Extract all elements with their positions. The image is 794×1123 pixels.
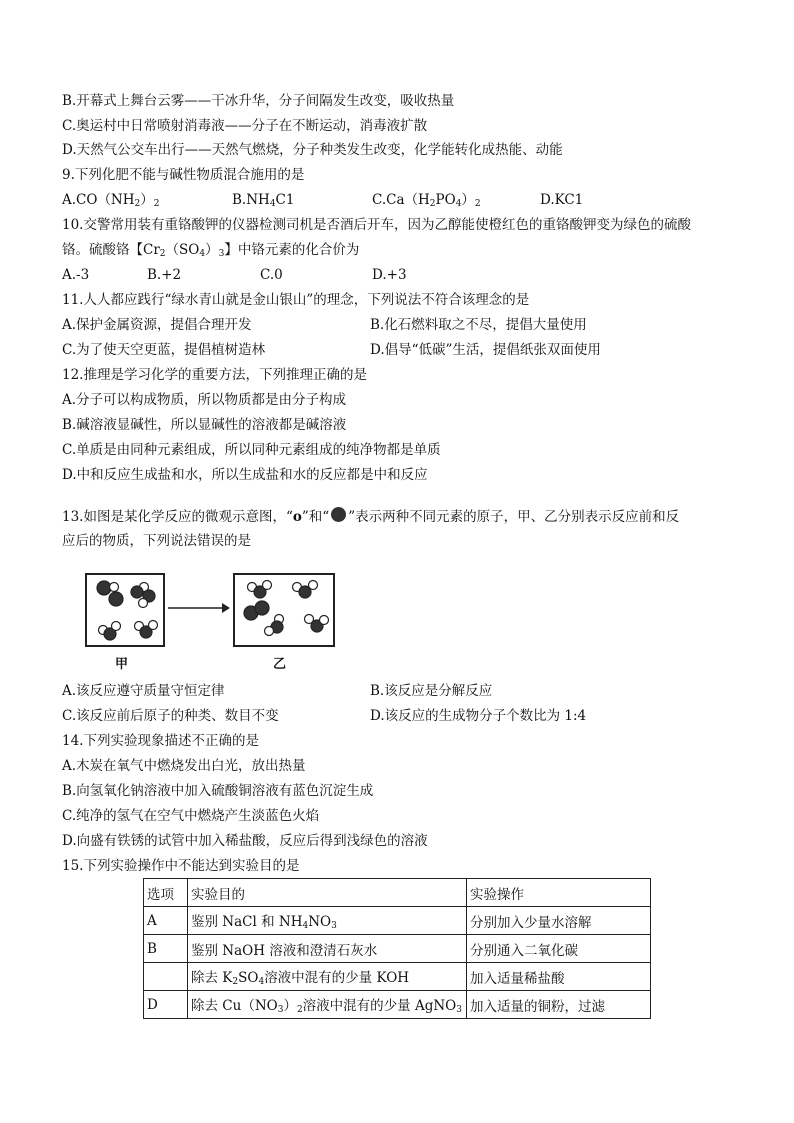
q8-option-c: C.奥运村中日常喷射消毒液——分子在不断运动，消毒液扩散 [62,118,428,134]
q11-option-c: C.为了使天空更蓝，提倡植树造林 [62,342,266,358]
q10-option-c: C.0 [260,267,283,283]
q11-option-b: B.化石燃料取之不尽，提倡大量使用 [370,317,587,333]
experiment-table [143,878,651,1019]
header-goal: 实验目的 [188,879,467,907]
q14-option-c: C.纯净的氢气在空气中燃烧产生淡蓝色火焰 [62,808,320,824]
q9-option-d: D.KC1 [540,192,584,208]
table-header-row [144,879,651,907]
row-operation: 分别通入二氧化碳 [467,935,651,963]
row-option: B [144,935,188,963]
row-goal: 鉴别 NaOH 溶液和澄清石灰水 [188,935,467,963]
row-option [144,963,188,991]
q8-option-b: B.开幕式上舞台云雾——干冰升华，分子间隔发生改变，吸收热量 [62,93,455,109]
label-yi: 乙 [273,657,287,672]
q12-option-b: B.碱溶液显碱性，所以显碱性的溶液都是碱溶液 [62,417,347,433]
table-row [144,963,651,991]
table-row [144,935,651,963]
row-operation: 加入适量的铜粉，过滤 [467,991,651,1019]
q13-option-c: C.该反应前后原子的种类、数目不变 [62,708,279,724]
row-option: A [144,907,188,935]
header-operation: 实验操作 [467,879,651,907]
q12-stem: 12.推理是学习化学的重要方法，下列推理正确的是 [62,367,367,383]
reactant-box-jia [85,573,165,647]
reactant-molecules [87,575,163,645]
header-option: 选项 [144,879,188,907]
label-jia: 甲 [115,657,129,672]
table-row [144,991,651,1019]
q11-option-d: D.倡导“低碳”生活，提倡纸张双面使用 [370,342,601,358]
row-operation: 分别加入少量水溶解 [467,907,651,935]
q11-stem: 11.人人都应践行“绿水青山就是金山银山”的理念，下列说法不符合该理念的是 [62,292,530,308]
q9-stem: 9.下列化肥不能与碱性物质混合施用的是 [62,167,305,183]
q14-option-a: A.木炭在氧气中燃烧发出白光，放出热量 [62,758,306,774]
q13-option-b: B.该反应是分解反应 [370,683,493,699]
q14-option-d: D.向盛有铁锈的试管中加入稀盐酸，反应后得到浅绿色的溶液 [62,833,428,849]
table-row [144,907,651,935]
q10-option-b: B.+2 [147,267,182,283]
q9-option-b: $B.NH_4C1$ [232,192,295,209]
row-goal: 除去 $K_2SO_4$溶液中混有的少量 KOH [188,963,467,991]
q13-option-d: D.该反应的生成物分子个数比为 1:4 [370,708,587,724]
q9-option-a: $A.CO(NH_2)_2$ [62,192,160,209]
black-atom-icon [331,507,346,522]
q9-option-c: $C.Ca(H_2PO_4)_2$ [372,192,481,209]
product-molecules [235,575,333,645]
q11-option-a: A.保护金属资源，提倡合理开发 [62,317,252,333]
q12-option-c: C.单质是由同种元素组成，所以同种元素组成的纯净物都是单质 [62,442,441,458]
product-box-yi [233,573,335,647]
row-goal: 除去 $Cu(NO_3)_2$溶液中混有的少量 AgNO$_3$ [188,991,467,1019]
q10-option-d: D.+3 [372,267,407,283]
reaction-arrow-icon [166,600,232,616]
row-option: D [144,991,188,1019]
q12-option-a: A.分子可以构成物质，所以物质都是由分子构成 [62,392,347,408]
q13-stem-1: 13.如图是某化学反应的微观示意图，“o”和“ ”表示两种不同元素的原子，甲、乙分别表示反应前和反 [62,509,680,525]
white-atom-symbol: o [292,509,302,525]
q13-option-a: A.该反应遵守质量守恒定律 [62,683,225,699]
q14-stem: 14.下列实验现象描述不正确的是 [62,733,259,749]
q10-stem-2: 铬。硫酸铬【$Cr_2(SO_4)_3$】中铬元素的化合价为 [62,242,360,259]
q12-option-d: D.中和反应生成盐和水，所以生成盐和水的反应都是中和反应 [62,467,428,483]
row-operation: 加入适量稀盐酸 [467,963,651,991]
q15-stem: 15.下列实验操作中不能达到实验目的是 [62,858,300,874]
q10-stem-1: 10.交警常用装有重铬酸钾的仪器检测司机是否酒后开车，因为乙醇能使橙红色的重铬酸钾变为绿色的硫酸 [62,217,691,233]
q13-stem-2: 应后的物质，下列说法错误的是 [62,533,251,549]
row-goal: 鉴别 NaCl 和 $NH_4NO_3$ [188,907,467,935]
q14-option-b: B.向氢氧化钠溶液中加入硫酸铜溶液有蓝色沉淀生成 [62,783,374,799]
q10-option-a: A.-3 [62,267,90,283]
q8-option-d: D.天然气公交车出行——天然气燃烧，分子种类发生改变，化学能转化成热能、动能 [62,142,563,158]
